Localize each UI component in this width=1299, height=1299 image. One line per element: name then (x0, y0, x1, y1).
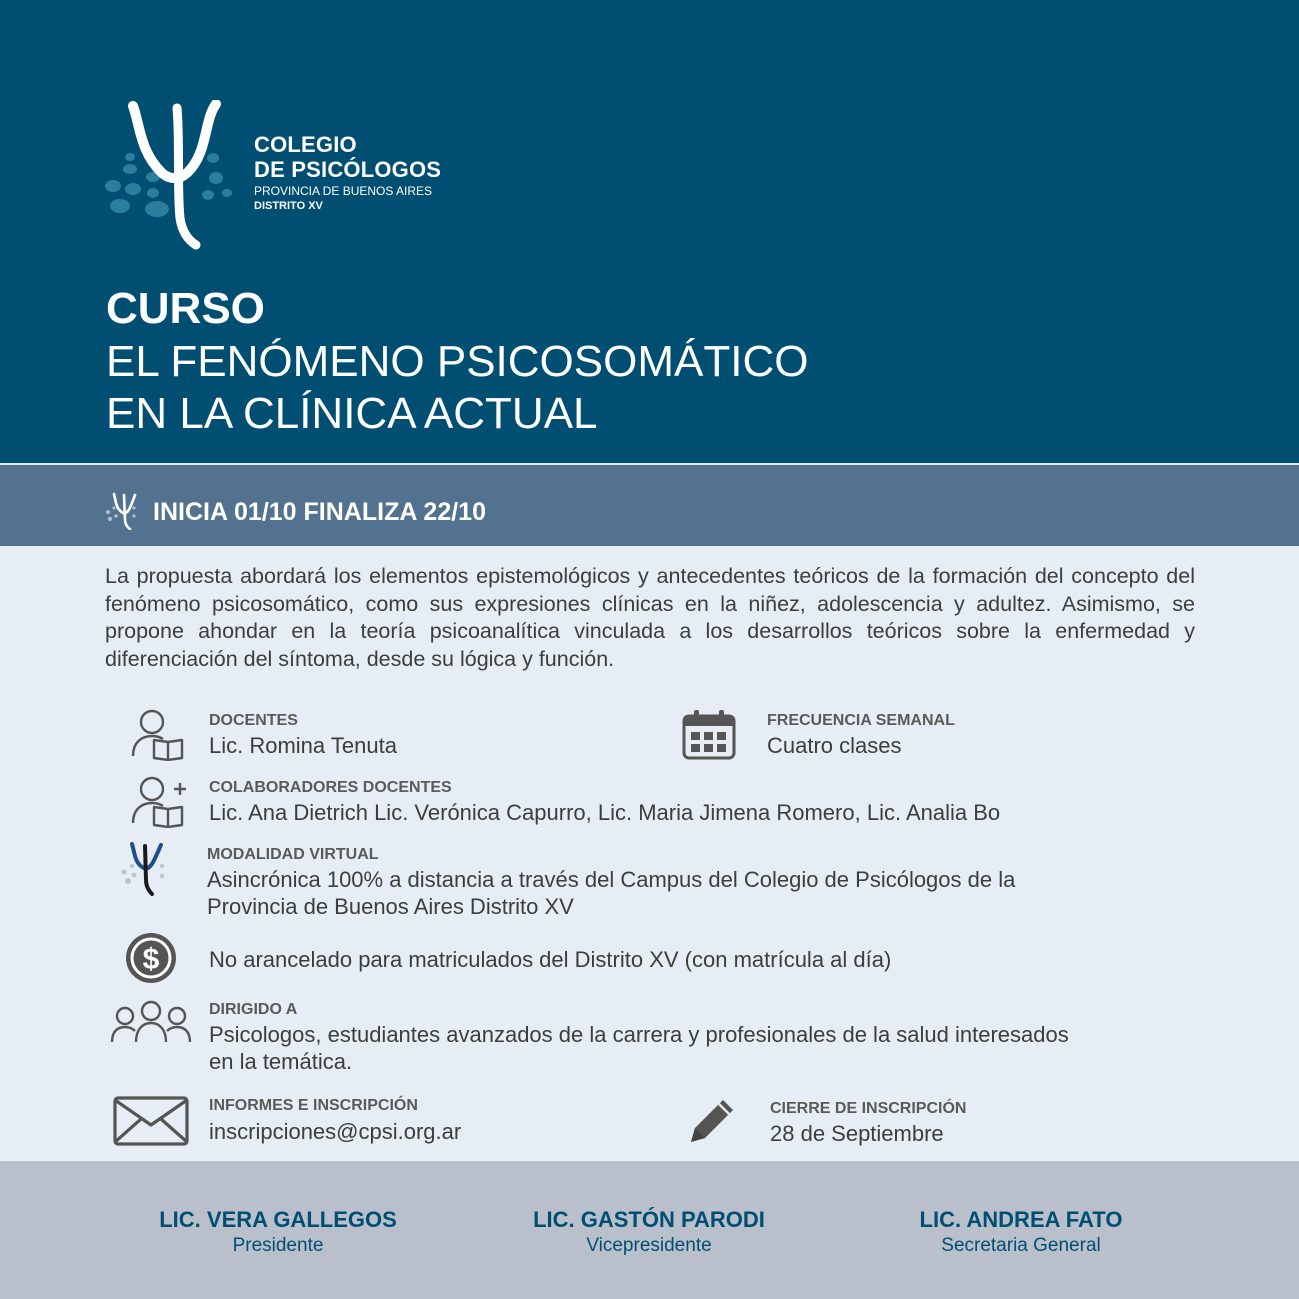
docentes-label: DOCENTES (209, 712, 298, 729)
course-dates: INICIA 01/10 FINALIZA 22/10 (153, 498, 486, 526)
modalidad-value-line1: Asincrónica 100% a distancia a través del Campus del Colegio de Psicólogos de la (207, 867, 1016, 892)
cierre-value: 28 de Septiembre (770, 1121, 944, 1146)
psi-small-icon (104, 492, 138, 530)
frecuencia-label: FRECUENCIA SEMANAL (767, 712, 955, 729)
signature-role: Presidente (232, 1235, 324, 1256)
mail-icon (112, 1095, 190, 1147)
logo-line1: COLEGIO (254, 132, 357, 157)
informes-email[interactable]: inscripciones@cpsi.org.ar (209, 1119, 462, 1144)
dirigido-value-line1: Psicologos, estudiantes avanzados de la carrera y profesionales de la salud interesados (209, 1022, 1069, 1047)
course-kicker: CURSO (106, 284, 265, 333)
logo-line2: DE PSICÓLOGOS (254, 157, 442, 182)
group-icon (110, 1000, 192, 1044)
arancel-value: No arancelado para matriculados del Distrito XV (con matrícula al día) (209, 947, 892, 972)
course-title-line2: EN LA CLÍNICA ACTUAL (106, 389, 598, 438)
calendar-icon (681, 709, 737, 761)
signature-name: LIC. ANDREA FATO (919, 1207, 1123, 1232)
colaboradores-value: Lic. Ana Dietrich Lic. Verónica Capurro, Lic. Maria Jimena Romero, Lic. Analia Bo (209, 800, 1001, 825)
add-user-icon (130, 776, 188, 828)
course-title (106, 336, 808, 440)
frecuencia-value: Cuatro clases (767, 733, 902, 758)
logo-line3: PROVINCIA DE BUENOS AIRES (254, 184, 433, 198)
svg-text:$: $ (142, 943, 160, 976)
dirigido-label: DIRIGIDO A (209, 1001, 298, 1018)
informes-label: INFORMES E INSCRIPCIÓN (209, 1097, 418, 1114)
logo-wordmark (254, 132, 441, 213)
course-description: La propuesta abordará los elementos epistemológicos y antecedentes teóricos de la formación del concepto del fenómeno psicosomático, como sus expresiones clínicas en la niñez, adolescencia y adultez. Asimismo, se propone ahondar en la teoría psicoanalítica vinculada a los desarrollos teóricos sobre la enfermedad y diferenciación del síntoma, desde su lógica y función. (105, 564, 1195, 671)
teacher-icon (130, 709, 186, 761)
signature-president (88, 1206, 468, 1258)
signature-role: Secretaria General (941, 1235, 1101, 1256)
docentes-value: Lic. Romina Tenuta (209, 733, 397, 758)
signature-name: LIC. VERA GALLEGOS (159, 1207, 397, 1232)
course-title-line1: EL FENÓMENO PSICOSOMÁTICO (106, 337, 809, 386)
modalidad-label: MODALIDAD VIRTUAL (207, 846, 379, 863)
colaboradores-label: COLABORADORES DOCENTES (209, 779, 452, 796)
signature-role: Vicepresidente (586, 1235, 712, 1256)
modalidad-value-line2: Provincia de Buenos Aires Distrito XV (207, 894, 574, 919)
dollar-icon (124, 931, 178, 985)
cierre-label: CIERRE DE INSCRIPCIÓN (770, 1100, 967, 1117)
modalidad-value (207, 866, 1015, 920)
pencil-icon (689, 1096, 737, 1144)
psi-logo-icon (120, 842, 168, 896)
signature-secretary (831, 1206, 1211, 1258)
signature-vicepresident (459, 1206, 839, 1258)
psi-logo-icon (100, 100, 235, 250)
dirigido-value-line2: en la temática. (209, 1049, 353, 1074)
signature-name: LIC. GASTÓN PARODI (533, 1207, 765, 1232)
logo-line4: DISTRITO XV (254, 200, 323, 212)
dirigido-value (209, 1021, 1069, 1075)
